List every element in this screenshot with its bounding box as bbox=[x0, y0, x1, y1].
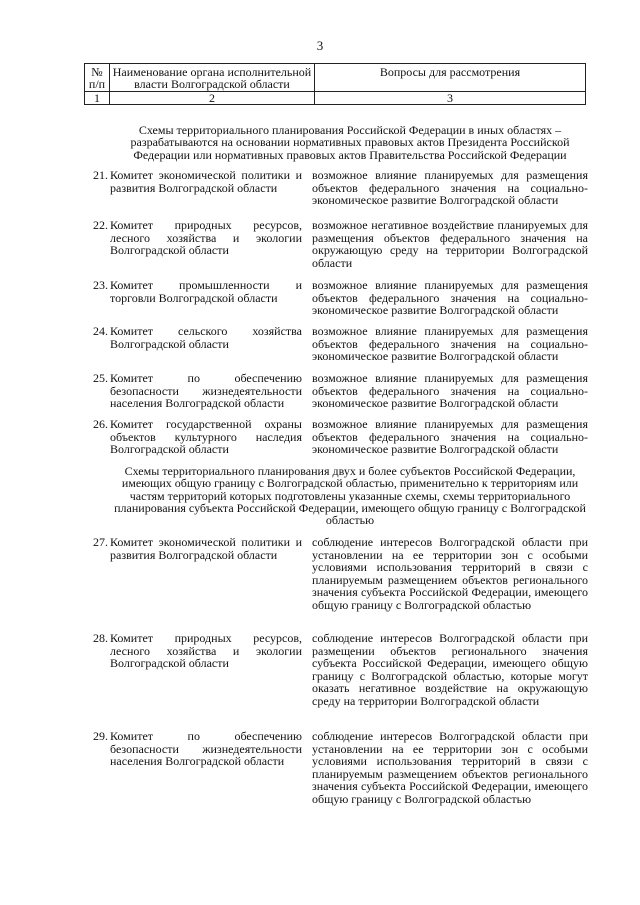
row-number: 28. bbox=[93, 631, 108, 645]
table-header-row bbox=[85, 64, 586, 92]
row-question: возможное влияние планируемых для размещения объектов федерального значения на социально-экономическое развитие Волгоградской области bbox=[312, 371, 588, 411]
row-question: возможное влияние планируемых для размещения объектов федерального значения на социально-экономическое развитие Волгоградской области bbox=[312, 417, 588, 457]
row-organ: Комитет экономической политики и развития Волгоградской области bbox=[110, 535, 302, 562]
row-organ: Комитет государственной охраны объектов культурного наследия Волгоградской области bbox=[110, 417, 302, 457]
row-question: соблюдение интересов Волгоградской области при размещении объектов регионального значения субъекта Российской Федерации, имеющего общую границу с Волгоградской областью, которые могут оказать негативное воздействие на окружающую среду на территории Волгоградской области bbox=[312, 631, 588, 708]
section-heading-federal: Схемы территориального планирования Российской Федерации в иных областях – разрабатываются на основании нормативных правовых актов Президента Российской Федерации или нормативных правовых актов Правительства Российской Федерации bbox=[130, 123, 570, 162]
table-header bbox=[84, 63, 586, 105]
column-number-3: 3 bbox=[315, 92, 586, 105]
row-number: 27. bbox=[93, 535, 108, 549]
row-number: 25. bbox=[93, 371, 108, 385]
row-number: 29. bbox=[93, 729, 108, 743]
header-organ-column: Наименование органа исполнительной власти Волгоградской области bbox=[110, 64, 315, 92]
row-number: 23. bbox=[93, 278, 108, 292]
row-organ: Комитет по обеспечению безопасности жизнедеятельности населения Волгоградской области bbox=[110, 729, 302, 769]
row-organ: Комитет по обеспечению безопасности жизнедеятельности населения Волгоградской области bbox=[110, 371, 302, 411]
table-column-numbers-row bbox=[85, 92, 586, 105]
row-organ: Комитет природных ресурсов, лесного хозяйства и экологии Волгоградской области bbox=[110, 631, 302, 671]
row-question: соблюдение интересов Волгоградской области при установлении на ее территории зон с особыми условиями использования территорий в связи с планируемым размещением объектов регионального значения субъекта Российской Федерации, имеющего общую границу с Волгоградской областью bbox=[312, 729, 588, 806]
row-question: соблюдение интересов Волгоградской области при установлении на ее территории зон с особыми условиями использования территорий в связи с планируемым размещением объектов регионального значения субъекта Российской Федерации, имеющего общую границу с Волгоградской областью bbox=[312, 535, 588, 612]
header-questions-column: Вопросы для рассмотрения bbox=[315, 64, 586, 92]
row-question: возможное влияние планируемых для размещения объектов федерального значения на социально-экономическое развитие Волгоградской области bbox=[312, 324, 588, 364]
row-organ: Комитет экономической политики и развития Волгоградской области bbox=[110, 168, 302, 195]
row-number: 26. bbox=[93, 417, 108, 431]
row-question: возможное влияние планируемых для размещения объектов федерального значения на социально-экономическое развитие Волгоградской области bbox=[312, 278, 588, 318]
row-question: возможное негативное воздействие планируемых для размещения объектов федерального значения на окружающую среду на территории Волгоградской области bbox=[312, 218, 588, 270]
header-number-column: № п/п bbox=[85, 64, 110, 92]
column-number-1: 1 bbox=[85, 92, 110, 105]
column-number-2: 2 bbox=[110, 92, 315, 105]
section-heading-subjects: Схемы территориального планирования двух и более субъектов Российской Федерации, имеющих общую границу с Волгоградской областью, применительно к территориям или частям территорий которых подготовлены указанные схемы, схемы территориального планирования субъекта Российской Федерации, имеющего общую границу с Волгоградской областью bbox=[114, 464, 586, 528]
row-number: 21. bbox=[93, 168, 108, 182]
row-number: 24. bbox=[93, 324, 108, 338]
page-number: 3 bbox=[316, 38, 324, 53]
row-organ: Комитет сельского хозяйства Волгоградской области bbox=[110, 324, 302, 351]
row-organ: Комитет промышленности и торговли Волгоградской области bbox=[110, 278, 302, 305]
row-question: возможное влияние планируемых для размещения объектов федерального значения на социально-экономическое развитие Волгоградской области bbox=[312, 168, 588, 208]
row-number: 22. bbox=[93, 218, 108, 232]
row-organ: Комитет природных ресурсов, лесного хозяйства и экологии Волгоградской области bbox=[110, 218, 302, 258]
